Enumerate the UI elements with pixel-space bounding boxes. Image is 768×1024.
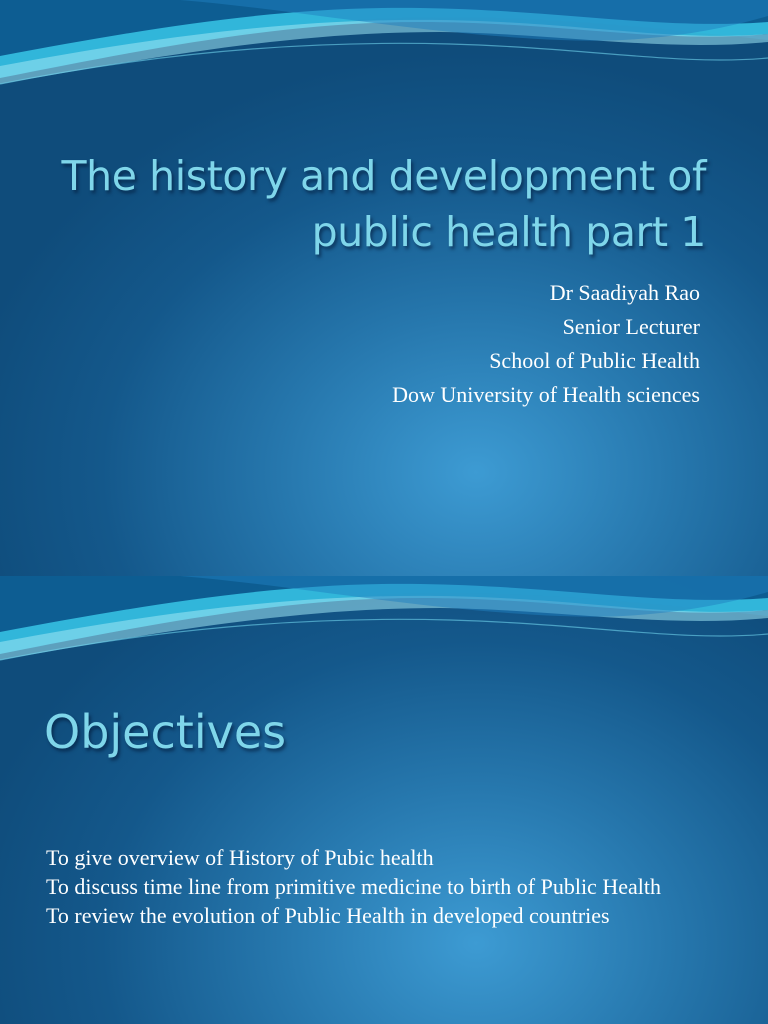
presenter-role: Senior Lecturer: [562, 314, 700, 339]
slide-objectives: [0, 576, 768, 1024]
objectives-heading: Objectives: [44, 705, 287, 759]
presentation-title: The history and development of public health part 1: [61, 152, 706, 256]
presenter-school: School of Public Health: [489, 348, 700, 373]
presenter-university: Dow University of Health sciences: [392, 382, 700, 407]
list-item: To review the evolution of Public Health in developed countries: [46, 903, 610, 928]
presenter-info: [392, 276, 700, 412]
objectives-list: [46, 846, 706, 933]
presenter-name: Dr Saadiyah Rao: [549, 280, 700, 305]
list-item: To give overview of History of Pubic health: [46, 845, 434, 870]
wave-decoration: [0, 576, 768, 686]
wave-decoration: [0, 0, 768, 110]
list-item: To discuss time line from primitive medicine to birth of Public Health: [46, 874, 661, 899]
